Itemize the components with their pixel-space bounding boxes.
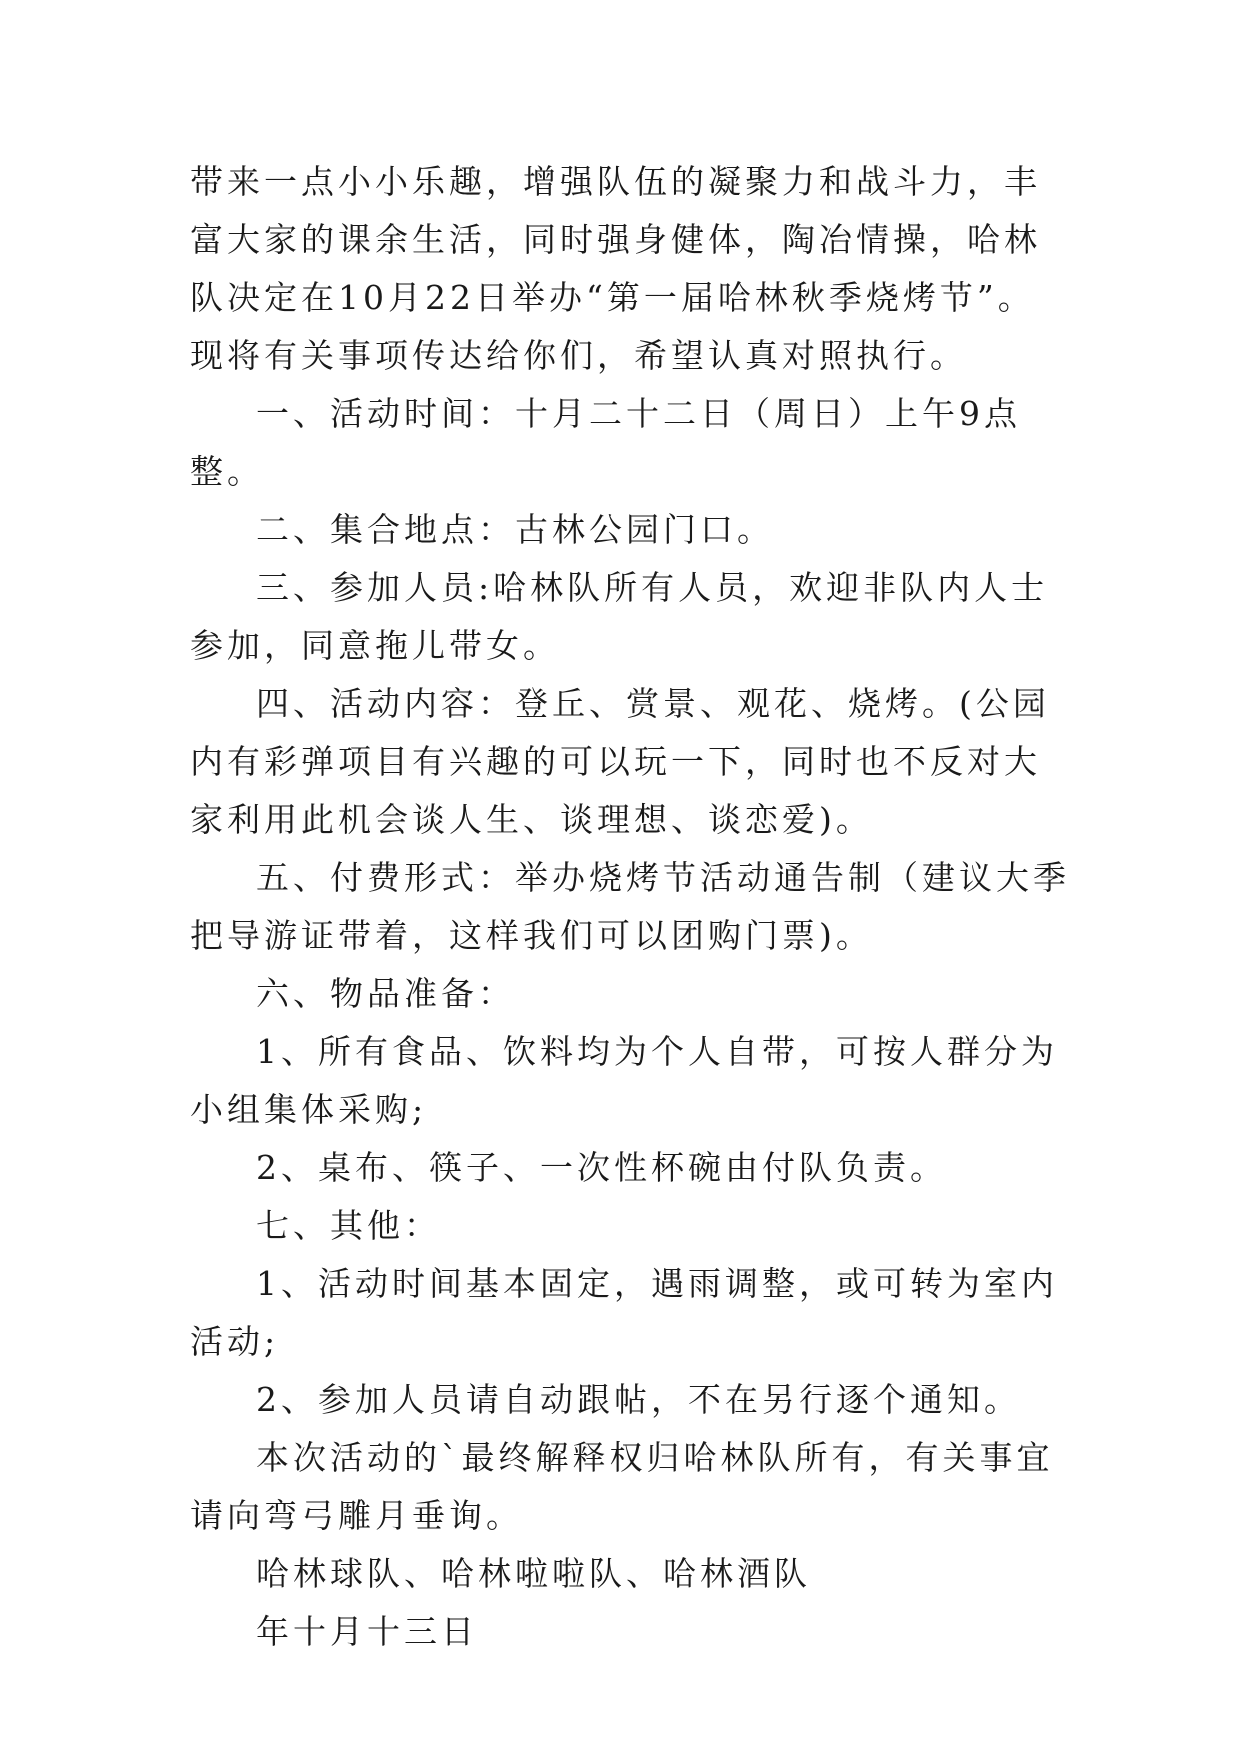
final-interpretation-note: 本次活动的`最终解释权归哈林队所有，有关事宜请向弯弓雕月垂询。 (190, 1438, 1054, 1535)
other-item-1: 1、活动时间基本固定，遇雨调整，或可转为室内活动; (190, 1264, 1058, 1361)
document-body (190, 153, 1070, 1661)
signature-teams: 哈林球队、哈林啦啦队、哈林酒队 (256, 1554, 811, 1593)
item-supplies-heading: 六、物品准备： (256, 974, 515, 1013)
signature-date: 年十月十三日 (256, 1612, 478, 1651)
supplies-item-2: 2、桌布、筷子、一次性杯碗由付队负责。 (256, 1148, 947, 1187)
other-item-2: 2、参加人员请自动跟帖，不在另行逐个通知。 (256, 1380, 1021, 1419)
intro-paragraph: 带来一点小小乐趣，增强队伍的凝聚力和战斗力，丰富大家的课余生活，同时强身健体，陶冶情操，哈林队决定在10月22日举办“第一届哈林秋季烧烤节”。现将有关事项传达给你们，希望认真对照执行。 (190, 162, 1041, 375)
item-activity-time: 一、活动时间：十月二十二日（周日）上午9点整。 (190, 394, 1021, 491)
item-other-heading: 七、其他： (256, 1206, 441, 1245)
item-activity-content: 四、活动内容：登丘、赏景、观花、烧烤。(公园内有彩弹项目有兴趣的可以玩一下，同时也不反对大家利用此机会谈人生、谈理想、谈恋爱)。 (190, 684, 1050, 839)
item-participants: 三、参加人员:哈林队所有人员，欢迎非队内人士参加，同意拖儿带女。 (190, 568, 1049, 665)
supplies-item-1: 1、所有食品、饮料均为个人自带，可按人群分为小组集体采购; (190, 1032, 1058, 1129)
item-payment: 五、付费形式：举办烧烤节活动通告制（建议大季把导游证带着，这样我们可以团购门票)。 (190, 858, 1070, 955)
item-meeting-place: 二、集合地点：古林公园门口。 (256, 510, 774, 549)
